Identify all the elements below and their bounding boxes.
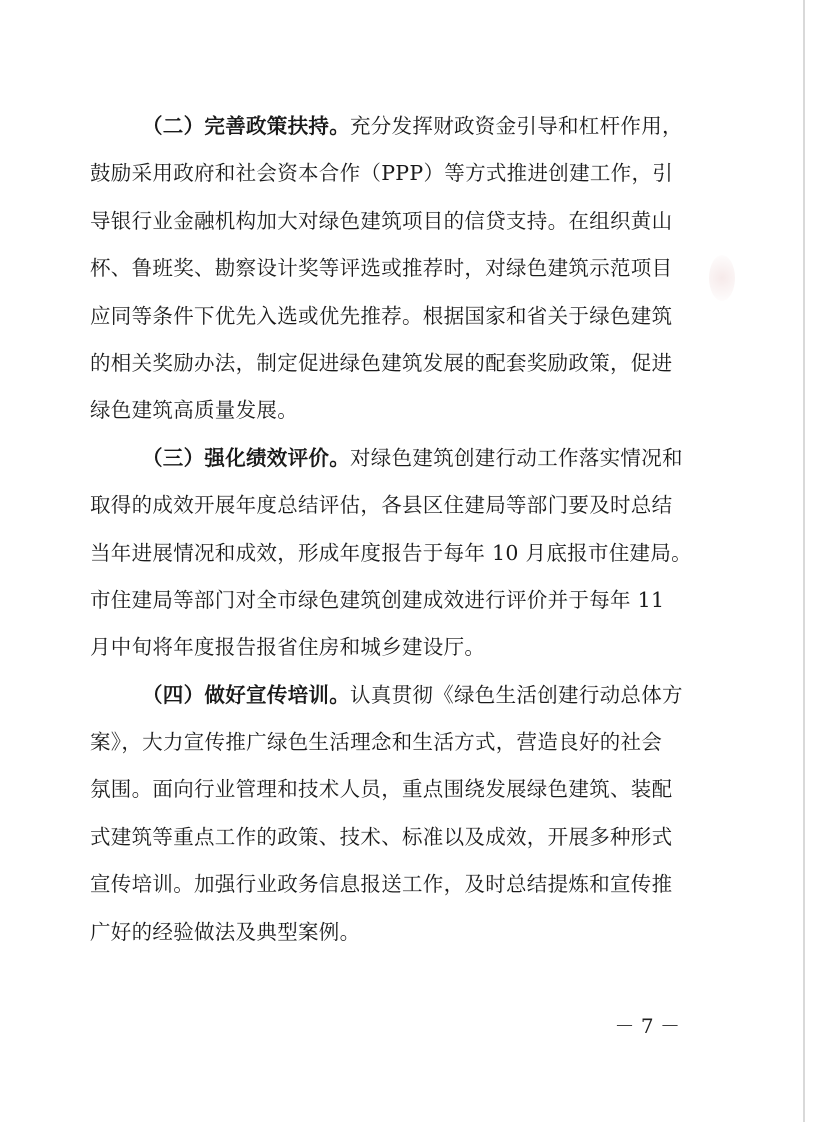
body-text: 广好的经验做法及典型案例。 (90, 919, 361, 944)
paragraph-line (90, 624, 702, 671)
paragraph-line (90, 150, 702, 197)
body-text: 市住建局等部门对全市绿色建筑创建成效进行评价并于每年 11 (90, 587, 665, 612)
paragraph-line (90, 340, 702, 387)
paragraph-first-line (90, 103, 702, 150)
section-heading: （三）强化绩效评价。 (142, 445, 350, 470)
body-text: 认真贯彻《绿色生活创建行动总体方 (350, 682, 683, 707)
paragraph-line (90, 766, 702, 813)
paragraph-line (90, 530, 702, 577)
body-text: 杯、鲁班奖、勘察设计奖等评选或推荐时，对绿色建筑示范项目 (90, 256, 673, 281)
body-text: 的相关奖励办法，制定促进绿色建筑发展的配套奖励政策，促进 (90, 350, 673, 375)
section-heading: （四）做好宣传培训。 (142, 682, 350, 707)
paragraph-line (90, 577, 702, 624)
stamp-mark (709, 255, 735, 301)
page-number: － 7 － (614, 1014, 680, 1038)
body-text: 取得的成效开展年度总结评估，各县区住建局等部门要及时总结 (90, 493, 673, 518)
paragraph-line (90, 198, 702, 245)
body-text: 宣传培训。加强行业政务信息报送工作，及时总结提炼和宣传推 (90, 872, 673, 897)
paragraph-line (90, 245, 702, 292)
section-heading: （二）完善政策扶持。 (142, 114, 350, 138)
scan-edge-line (803, 0, 805, 1122)
body-text: 鼓励采用政府和社会资本合作（PPP）等方式推进创建工作，引 (90, 161, 674, 186)
document-body (90, 103, 702, 956)
body-text: 当年进展情况和成效，形成年度报告于每年 10 月底报市住建局。 (90, 540, 692, 565)
body-text: 导银行业金融机构加大对绿色建筑项目的信贷支持。在组织黄山 (90, 208, 673, 233)
body-text: 绿色建筑高质量发展。 (90, 398, 298, 423)
paragraph-line (90, 293, 702, 340)
paragraph-line (90, 719, 702, 766)
body-text: 充分发挥财政资金引导和杠杆作用， (350, 114, 683, 138)
paragraph-line (90, 482, 702, 529)
paragraph-line (90, 861, 702, 908)
body-text: 应同等条件下优先入选或优先推荐。根据国家和省关于绿色建筑 (90, 303, 673, 328)
body-text: 式建筑等重点工作的政策、技术、标准以及成效，开展多种形式 (90, 824, 673, 849)
paragraph-first-line (90, 672, 702, 719)
body-text: 氛围。面向行业管理和技术人员，重点围绕发展绿色建筑、装配 (90, 777, 673, 802)
body-text: 月中旬将年度报告报省住房和城乡建设厅。 (90, 635, 486, 660)
paragraph-line (90, 387, 702, 434)
body-text: 案》，大力宣传推广绿色生活理念和生活方式，营造良好的社会 (90, 730, 663, 755)
body-text: 对绿色建筑创建行动工作落实情况和 (350, 445, 683, 470)
paragraph-line (90, 814, 702, 861)
paragraph-line (90, 909, 702, 956)
paragraph-first-line (90, 435, 702, 482)
